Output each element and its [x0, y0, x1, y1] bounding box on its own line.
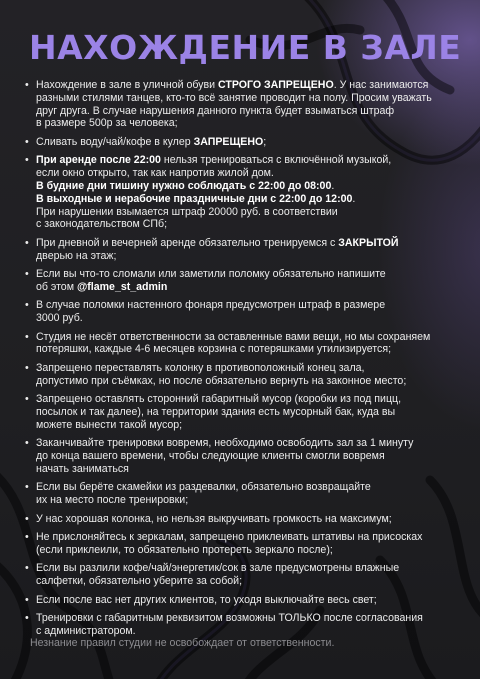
rule-text: начать заниматься — [36, 462, 129, 475]
rule-text: можете вынести такой мусор; — [36, 418, 183, 431]
rule-line — [36, 312, 456, 325]
rule-item — [24, 299, 456, 325]
rule-text: Если вы что-то сломали или заметили поломку обязательно напишите — [36, 268, 386, 281]
rule-text: друг друга. В случае нарушения данного пункта будет взыматься штраф — [36, 104, 395, 117]
rule-text: У нас хорошая колонка, но нельзя выкручивать громкость на максимум; — [36, 512, 392, 525]
rule-item — [24, 437, 456, 475]
rule-line — [36, 513, 456, 526]
rule-text: Заканчивайте тренировки вовремя, необходимо освободить зал за 1 минуту — [36, 437, 414, 450]
rule-text: в размере 500р за человека; — [36, 117, 178, 130]
rule-line — [36, 105, 456, 118]
rule-item — [24, 331, 456, 357]
rule-item — [24, 393, 456, 431]
rule-text: В случае поломки настенного фонаря предусмотрен штраф в размере — [36, 299, 386, 312]
rule-line — [36, 450, 456, 463]
rule-item — [24, 562, 456, 588]
rule-emphasis: В выходные и нерабочие праздничные дни с 22:00 до 12:00 — [36, 192, 353, 205]
rule-line — [36, 594, 456, 607]
rule-text: до конца вашего времени, чтобы следующие клиенты смогли вовремя — [36, 450, 385, 463]
rule-text: Если вы берёте скамейки из раздевалки, обязательно возвращайте — [36, 481, 371, 494]
rule-emphasis: При аренде после 22:00 — [36, 154, 161, 167]
rule-line — [36, 419, 456, 432]
rule-item — [24, 268, 456, 294]
rule-text: с законодательством СПб; — [36, 218, 168, 231]
rule-line — [36, 625, 456, 638]
rule-emphasis: @flame_st_admin — [76, 280, 168, 293]
rule-line — [36, 180, 456, 193]
rule-item — [24, 612, 456, 638]
rule-item — [24, 237, 456, 263]
rule-line — [36, 481, 456, 494]
rule-text: если окно открыто, так как напротив жилой дом. — [36, 167, 274, 180]
rule-text: (если приклеили, то обязательно протереть зеркало после); — [36, 543, 333, 556]
rule-emphasis: СТРОГО ЗАПРЕЩЕНО — [217, 79, 334, 91]
rule-line — [36, 117, 456, 130]
rule-emphasis: В будние дни тишину нужно соблюдать с 22:00 до 08:00 — [36, 179, 332, 192]
rule-line — [36, 575, 456, 588]
rule-line — [36, 79, 456, 92]
rule-item — [24, 362, 456, 388]
footer-disclaimer: Незнание правил студии не освобождает от ответственности. — [30, 637, 335, 649]
rule-emphasis: ЗАПРЕЩЕНО — [193, 135, 264, 148]
rule-line — [36, 167, 456, 180]
rule-text: разными стилями танцев, кто-то всё занятие проводит на полу. Просим уважать — [36, 91, 432, 104]
rule-line — [36, 343, 456, 356]
rules-list — [24, 79, 456, 643]
rule-text: Запрещено оставлять сторонний габаритный мусор (коробки из под пицц, — [36, 393, 402, 406]
rule-line — [36, 237, 456, 250]
rule-line — [36, 299, 456, 312]
rule-line — [36, 375, 456, 388]
rule-line — [36, 612, 456, 625]
rule-text: Если вы разлили кофе/чай/энергетик/сок в зале предусмотрены влажные — [36, 562, 400, 575]
rule-line — [36, 393, 456, 406]
rule-text: Запрещено переставлять колонку в противоположный конец зала, — [36, 361, 365, 374]
rule-text: 3000 руб. — [36, 312, 83, 325]
rule-line — [36, 331, 456, 344]
rule-line — [36, 544, 456, 557]
rule-line — [36, 250, 456, 263]
rule-text: Студия не несёт ответственности за оставленные вами вещи, но мы сохраняем — [36, 330, 431, 343]
rule-line — [36, 362, 456, 375]
rule-text: с администратором. — [36, 625, 136, 637]
rule-text: . — [331, 179, 335, 192]
rule-text: посылок и так далее), на территории здания есть мусорный бак, куда вы — [36, 406, 396, 419]
rule-line — [36, 136, 456, 149]
rule-text: нельзя тренироваться с включённой музыкой, — [160, 154, 392, 167]
rule-item — [24, 79, 456, 130]
rule-item — [24, 531, 456, 557]
rule-item — [24, 154, 456, 231]
rule-text: их на место после тренировки; — [36, 494, 189, 507]
rule-line — [36, 206, 456, 219]
rule-line — [36, 193, 456, 206]
rule-text: дверью на этаж; — [36, 249, 117, 262]
rule-line — [36, 494, 456, 507]
rule-item — [24, 594, 456, 607]
rule-text: . У нас занимаются — [333, 79, 429, 91]
rule-text: Тренировки с габаритным реквизитом возможны ТОЛЬКО после согласования — [36, 612, 423, 625]
rule-line — [36, 281, 456, 294]
rule-text: об этом — [36, 280, 77, 293]
rule-text: салфетки, обязательно уберите за собой; — [36, 575, 243, 588]
rule-line — [36, 92, 456, 105]
rule-line — [36, 437, 456, 450]
rule-emphasis: ЗАКРЫТОЙ — [338, 236, 399, 249]
rule-line — [36, 562, 456, 575]
rule-line — [36, 154, 456, 167]
rule-text: . — [352, 192, 356, 205]
rule-item — [24, 136, 456, 149]
rule-text: Если после вас нет других клиентов, то уходя выключайте весь свет; — [36, 593, 377, 606]
rule-line — [36, 463, 456, 476]
page-title: НАХОЖДЕНИЕ В ЗАЛЕ — [29, 28, 462, 67]
rule-line — [36, 268, 456, 281]
rule-item — [24, 481, 456, 507]
rule-text: Сливать воду/чай/кофе в кулер — [36, 135, 194, 148]
rule-text: ; — [263, 135, 267, 148]
rule-line — [36, 406, 456, 419]
rule-text: При дневной и вечерней аренде обязательно тренируемся с — [36, 236, 339, 249]
rule-text: Нахождение в зале в уличной обуви — [36, 79, 218, 91]
rule-text: потеряшки, каждые 4-6 месяцев корзина с потеряшками утилизируется; — [36, 343, 392, 356]
rule-text: Не прислоняйтесь к зеркалам, запрещено приклеивать штативы на присосках — [36, 531, 423, 544]
rule-line — [36, 531, 456, 544]
rule-text: допустимо при съёмках, но после обязательно вернуть на законное место; — [36, 374, 407, 387]
rule-item — [24, 513, 456, 526]
rule-text: При нарушении взымается штраф 20000 руб. в соответствии — [36, 205, 338, 218]
rule-line — [36, 218, 456, 231]
